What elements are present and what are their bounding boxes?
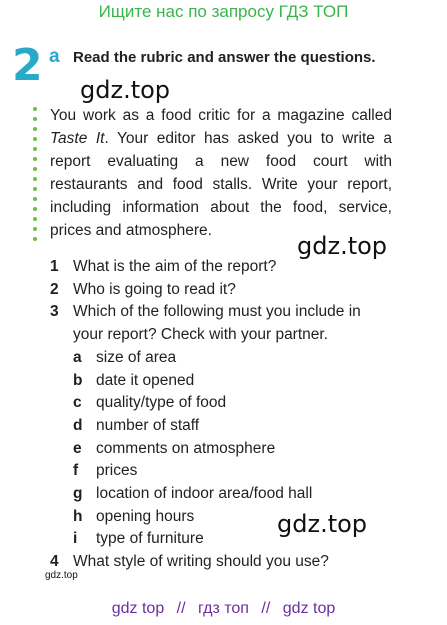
question-number: 2: [50, 280, 59, 298]
question-text: Who is going to read it?: [73, 280, 236, 298]
question-item: [50, 256, 395, 279]
rubric-text-after: . Your editor has asked you to write a report evaluating a new food court with restaurants and food stalls. Write your report, including information about the food, service, prices and atmosphere.: [50, 130, 392, 239]
option-text: location of indoor area/food hall: [96, 485, 313, 503]
option-letter: e: [73, 439, 82, 457]
question-text: What style of writing should you use?: [73, 553, 329, 571]
option-letter: b: [73, 371, 83, 389]
magazine-name: Taste It: [50, 130, 105, 147]
option-text: number of staff: [96, 416, 200, 434]
option-text: opening hours: [96, 507, 195, 525]
option-text: date it opened: [96, 371, 195, 389]
footer-separator: //: [176, 600, 186, 617]
option-letter: a: [73, 348, 82, 366]
option-text: quality/type of food: [96, 394, 227, 412]
option-letter: h: [73, 507, 83, 525]
question-text: What is the aim of the report?: [73, 258, 277, 275]
exercise-title: Read the rubric and answer the questions.: [73, 49, 376, 66]
footer-links: [0, 600, 447, 618]
option-item: [73, 370, 395, 393]
option-text: type of furniture: [96, 530, 204, 548]
question-item: [50, 551, 395, 574]
watermark: gdz.top: [297, 232, 388, 260]
option-letter: c: [73, 394, 82, 412]
watermark: gdz.top: [277, 510, 368, 538]
question-item: [50, 279, 395, 302]
option-letter: i: [73, 530, 78, 548]
top-banner: Ищите нас по запросу ГДЗ ТОП: [98, 2, 349, 21]
option-letter: g: [73, 485, 83, 503]
option-item: [73, 483, 395, 506]
option-text: comments on atmosphere: [96, 439, 276, 457]
exercise-part-letter: a: [49, 46, 60, 67]
question-text: Which of the following must you include in your report? Check with your partner.: [73, 303, 361, 344]
footer-link[interactable]: gdz top: [111, 600, 165, 617]
rubric-text: [50, 104, 392, 242]
option-text: size of area: [96, 348, 177, 366]
exercise-number: 2: [12, 40, 43, 91]
question-number: 3: [50, 303, 59, 321]
question-number: 4: [50, 553, 59, 571]
option-item: [73, 392, 395, 415]
option-item: [73, 460, 395, 483]
footer-link[interactable]: gdz top: [282, 600, 336, 617]
footer-link[interactable]: гдз топ: [198, 600, 249, 617]
watermark-small: gdz.top: [45, 570, 78, 581]
footer-separator: //: [261, 600, 271, 617]
option-item: [73, 415, 395, 438]
rubric-text-before: You work as a food critic for a magazine called: [50, 107, 392, 124]
option-item: [73, 438, 395, 461]
option-text: prices: [96, 462, 138, 480]
question-item: [50, 301, 395, 346]
option-letter: d: [73, 416, 83, 434]
question-number: 1: [50, 258, 59, 275]
rubric-dotted-line: [33, 107, 39, 239]
option-item: [73, 347, 395, 370]
watermark: gdz.top: [80, 76, 171, 104]
option-letter: f: [73, 462, 79, 480]
